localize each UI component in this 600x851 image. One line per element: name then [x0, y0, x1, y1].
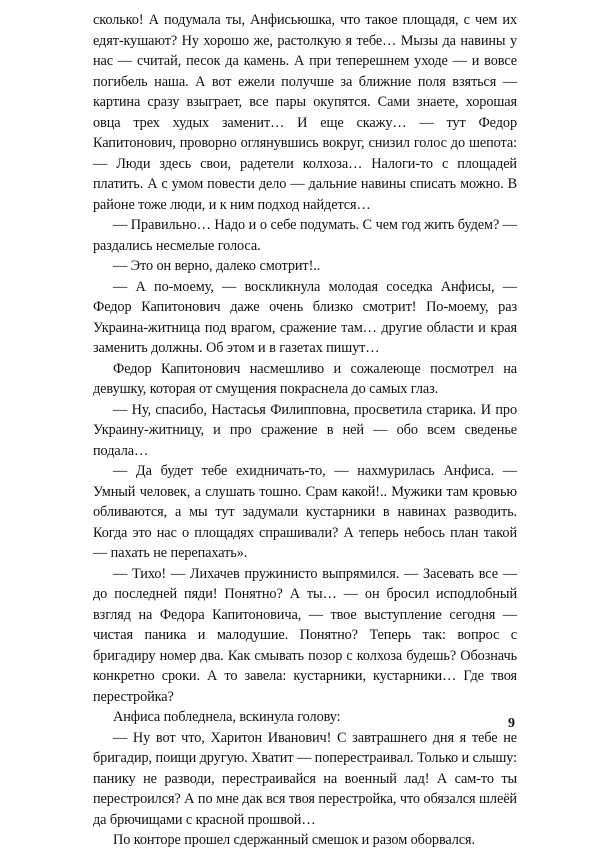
paragraph: По конторе прошел сдержанный смешок и разом оборвался. [113, 832, 476, 848]
paragraph: Анфиса побледнела, вскинула голову: [113, 709, 341, 725]
paragraph: — А по-моему, — воскликнула молодая соседка Анфисы, — Федор Капитонович даже очень близко смотрит! По-моему, раз Украина-житница под врагом, сражение там… другие области и края заменить должны. Об этом и в газетах пишут… [93, 278, 517, 356]
page-number: 9 [508, 716, 515, 731]
paragraph: — Ну, спасибо, Настасья Филипповна, просветила старика. И про Украину-житницу, и про сражение в ней — обо всем сведенье подала… [93, 401, 517, 459]
paragraph: Федор Капитонович насмешливо и сожалеюще посмотрел на девушку, которая от смущения покраснела до самых глаз. [93, 360, 517, 397]
paragraph: — Тихо! — Лихачев пружинисто выпрямился. — Засевать все — до последней пяди! Понятно? А ты… — он бросил исподлобный взгляд на Федора Капитоновича, — твое выступление сегодня — чистая паника и малодушие. Понятно? Теперь так: вопрос с бригадиру номер два. Как смывать позор с колхоза будешь? Обозначь конкретно сроки. А то завела: кустарники, кустарники… Где твоя перестройка? [93, 565, 517, 705]
paragraph: сколько! А подумала ты, Анфисьюшка, что такое площадя, с чем их едят-кушают? Ну хорошо же, растолкую я тебе… Мызы да навины у нас — считай, песок да камень. А при теперешнем уходе — и вовсе погибель наша. А вот ежели получше за ближние поля взяться — картина сразу взыграет, все пары окупятся. Сами знаете, хорошая овца трех худых заменит… И еще скажу… — тут Федор Капитонович, проворно оглянувшись вокруг, снизил голос до шепота: — Люди здесь свои, радетели колхоза… Налоги-то с площадей платить. А с умом повести дело — дальние навины списать можно. В районе тоже люди, и к ним подход найдется… [93, 12, 517, 213]
paragraph: — Да будет тебе ехидничать-то, — нахмурилась Анфиса. — Умный человек, а слушать тошно. Срам какой!.. Мужики там кровью обливаются, а мы тут задумали кустарники в навинах разводить. Когда это нас о площадях спрашивали? А теперь небось план такой — пахать не перепахать». [93, 463, 517, 561]
paragraph: — Это он верно, далеко смотрит!.. [113, 258, 321, 274]
paragraph: — Ну вот что, Харитон Иванович! С завтрашнего дня я тебе не бригадир, поищи другую. Хватит — поперестраивал. Только и слышу: панику не разводи, перестраивайся на военный лад! А сам-то ты перестроился? А по мне дак вся твоя перестройка, что обязался шлеёй да брючищами с красной прошвой… [93, 729, 517, 828]
page-text [93, 10, 517, 851]
paragraph: — Правильно… Надо и о себе подумать. С чем год жить будем? — раздались несмелые голоса. [93, 217, 517, 254]
